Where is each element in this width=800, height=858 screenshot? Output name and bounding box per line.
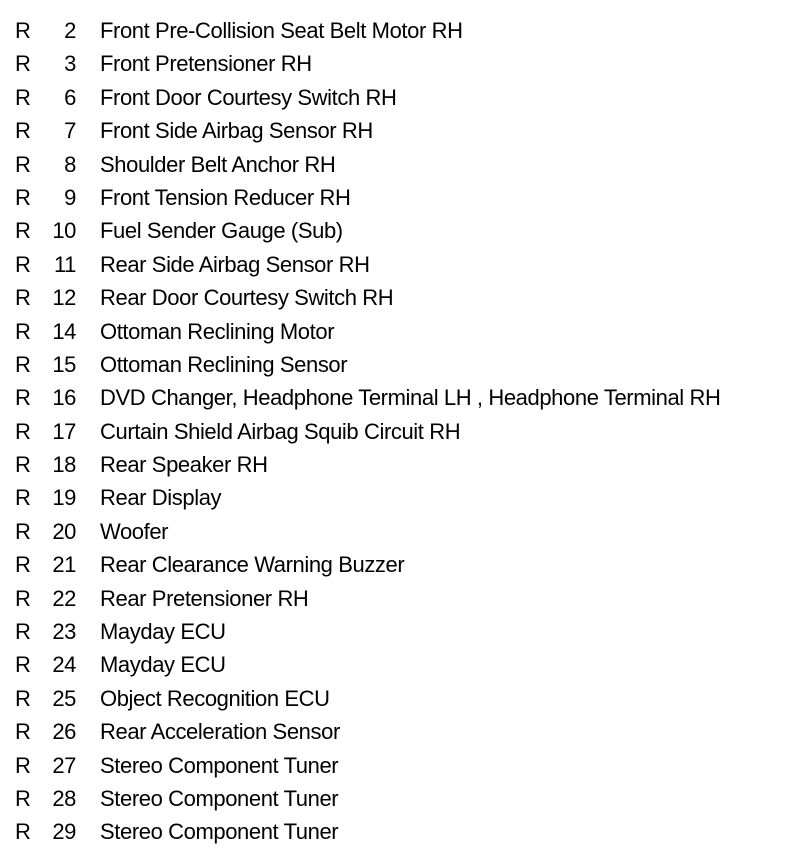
list-item xyxy=(0,648,800,681)
connector-prefix: R xyxy=(15,652,31,678)
connector-number: 23 xyxy=(52,619,76,645)
list-item xyxy=(0,47,800,80)
list-item xyxy=(0,181,800,214)
connector-name: Shoulder Belt Anchor RH xyxy=(100,151,336,177)
list-item xyxy=(0,248,800,281)
connector-prefix: R xyxy=(15,685,31,711)
list-item xyxy=(0,782,800,815)
list-item xyxy=(0,315,800,348)
connector-number: 21 xyxy=(52,552,76,578)
connector-number: 26 xyxy=(52,719,76,745)
connector-prefix: R xyxy=(15,785,31,811)
connector-name: Front Tension Reducer RH xyxy=(100,184,351,210)
connector-number: 25 xyxy=(52,685,76,711)
connector-number: 29 xyxy=(52,819,76,845)
connector-number: 11 xyxy=(53,251,76,277)
connector-name: Stereo Component Tuner xyxy=(100,819,339,845)
connector-name: Front Pretensioner RH xyxy=(100,51,312,77)
list-item xyxy=(0,348,800,381)
connector-prefix: R xyxy=(15,452,31,478)
connector-number: 9 xyxy=(64,184,76,210)
list-item xyxy=(0,81,800,114)
connector-name: Front Side Airbag Sensor RH xyxy=(100,118,373,144)
connector-name: Stereo Component Tuner xyxy=(100,752,339,778)
connector-name: Curtain Shield Airbag Squib Circuit RH xyxy=(100,418,461,444)
connector-name: Rear Door Courtesy Switch RH xyxy=(100,285,394,311)
connector-number: 12 xyxy=(52,285,76,311)
connector-name: Rear Display xyxy=(100,485,222,511)
list-item xyxy=(0,448,800,481)
connector-number: 22 xyxy=(52,585,76,611)
connector-prefix: R xyxy=(15,184,31,210)
list-item xyxy=(0,749,800,782)
connector-number: 14 xyxy=(52,318,76,344)
list-item xyxy=(0,415,800,448)
connector-prefix: R xyxy=(15,552,31,578)
connector-name: Object Recognition ECU xyxy=(100,685,330,711)
connector-prefix: R xyxy=(15,619,31,645)
list-item xyxy=(0,114,800,147)
connector-number: 18 xyxy=(52,452,76,478)
list-item xyxy=(0,515,800,548)
connector-prefix: R xyxy=(15,819,31,845)
connector-number: 3 xyxy=(64,51,76,77)
connector-name: DVD Changer, Headphone Terminal LH , Headphone Terminal RH xyxy=(100,385,721,411)
connector-number: 28 xyxy=(52,785,76,811)
connector-name: Fuel Sender Gauge (Sub) xyxy=(100,218,343,244)
connector-name: Woofer xyxy=(100,518,169,544)
connector-number: 27 xyxy=(52,752,76,778)
connector-name: Ottoman Reclining Motor xyxy=(100,318,335,344)
connector-prefix: R xyxy=(15,251,31,277)
list-item xyxy=(0,281,800,314)
list-item xyxy=(0,14,800,47)
connector-name: Ottoman Reclining Sensor xyxy=(100,351,348,377)
connector-number: 10 xyxy=(52,218,76,244)
list-item xyxy=(0,715,800,748)
connector-number: 15 xyxy=(52,351,76,377)
connector-name: Rear Pretensioner RH xyxy=(100,585,309,611)
connector-number: 2 xyxy=(64,18,76,43)
connector-name: Front Pre-Collision Seat Belt Motor RH xyxy=(100,18,463,43)
connector-prefix: R xyxy=(15,285,31,311)
connector-number: 20 xyxy=(52,518,76,544)
connector-name: Rear Clearance Warning Buzzer xyxy=(100,552,405,578)
connector-number: 7 xyxy=(64,118,76,144)
connector-name: Front Door Courtesy Switch RH xyxy=(100,84,397,110)
connector-prefix: R xyxy=(15,218,31,244)
connector-number: 17 xyxy=(52,418,76,444)
list-item xyxy=(0,481,800,514)
connector-prefix: R xyxy=(15,151,31,177)
connector-prefix: R xyxy=(15,318,31,344)
list-item xyxy=(0,615,800,648)
connector-number: 24 xyxy=(52,652,76,678)
connector-name: Mayday ECU xyxy=(100,619,226,645)
connector-prefix: R xyxy=(15,18,31,43)
list-item xyxy=(0,548,800,581)
connector-prefix: R xyxy=(15,385,31,411)
connector-name: Rear Speaker RH xyxy=(100,452,268,478)
connector-prefix: R xyxy=(15,585,31,611)
list-item xyxy=(0,582,800,615)
connector-name: Mayday ECU xyxy=(100,652,226,678)
connector-name: Rear Side Airbag Sensor RH xyxy=(100,251,370,277)
connector-prefix: R xyxy=(15,118,31,144)
connector-number: 19 xyxy=(52,485,76,511)
list-item xyxy=(0,214,800,247)
connector-list xyxy=(0,14,800,849)
connector-name: Stereo Component Tuner xyxy=(100,785,339,811)
list-item xyxy=(0,381,800,414)
connector-prefix: R xyxy=(15,418,31,444)
connector-prefix: R xyxy=(15,719,31,745)
connector-prefix: R xyxy=(15,51,31,77)
list-item xyxy=(0,148,800,181)
connector-number: 16 xyxy=(52,385,76,411)
connector-prefix: R xyxy=(15,84,31,110)
connector-prefix: R xyxy=(15,518,31,544)
list-item xyxy=(0,682,800,715)
connector-number: 8 xyxy=(64,151,76,177)
connector-prefix: R xyxy=(15,752,31,778)
list-item xyxy=(0,815,800,848)
connector-number: 6 xyxy=(64,84,76,110)
connector-prefix: R xyxy=(15,485,31,511)
connector-prefix: R xyxy=(15,351,31,377)
connector-name: Rear Acceleration Sensor xyxy=(100,719,340,745)
